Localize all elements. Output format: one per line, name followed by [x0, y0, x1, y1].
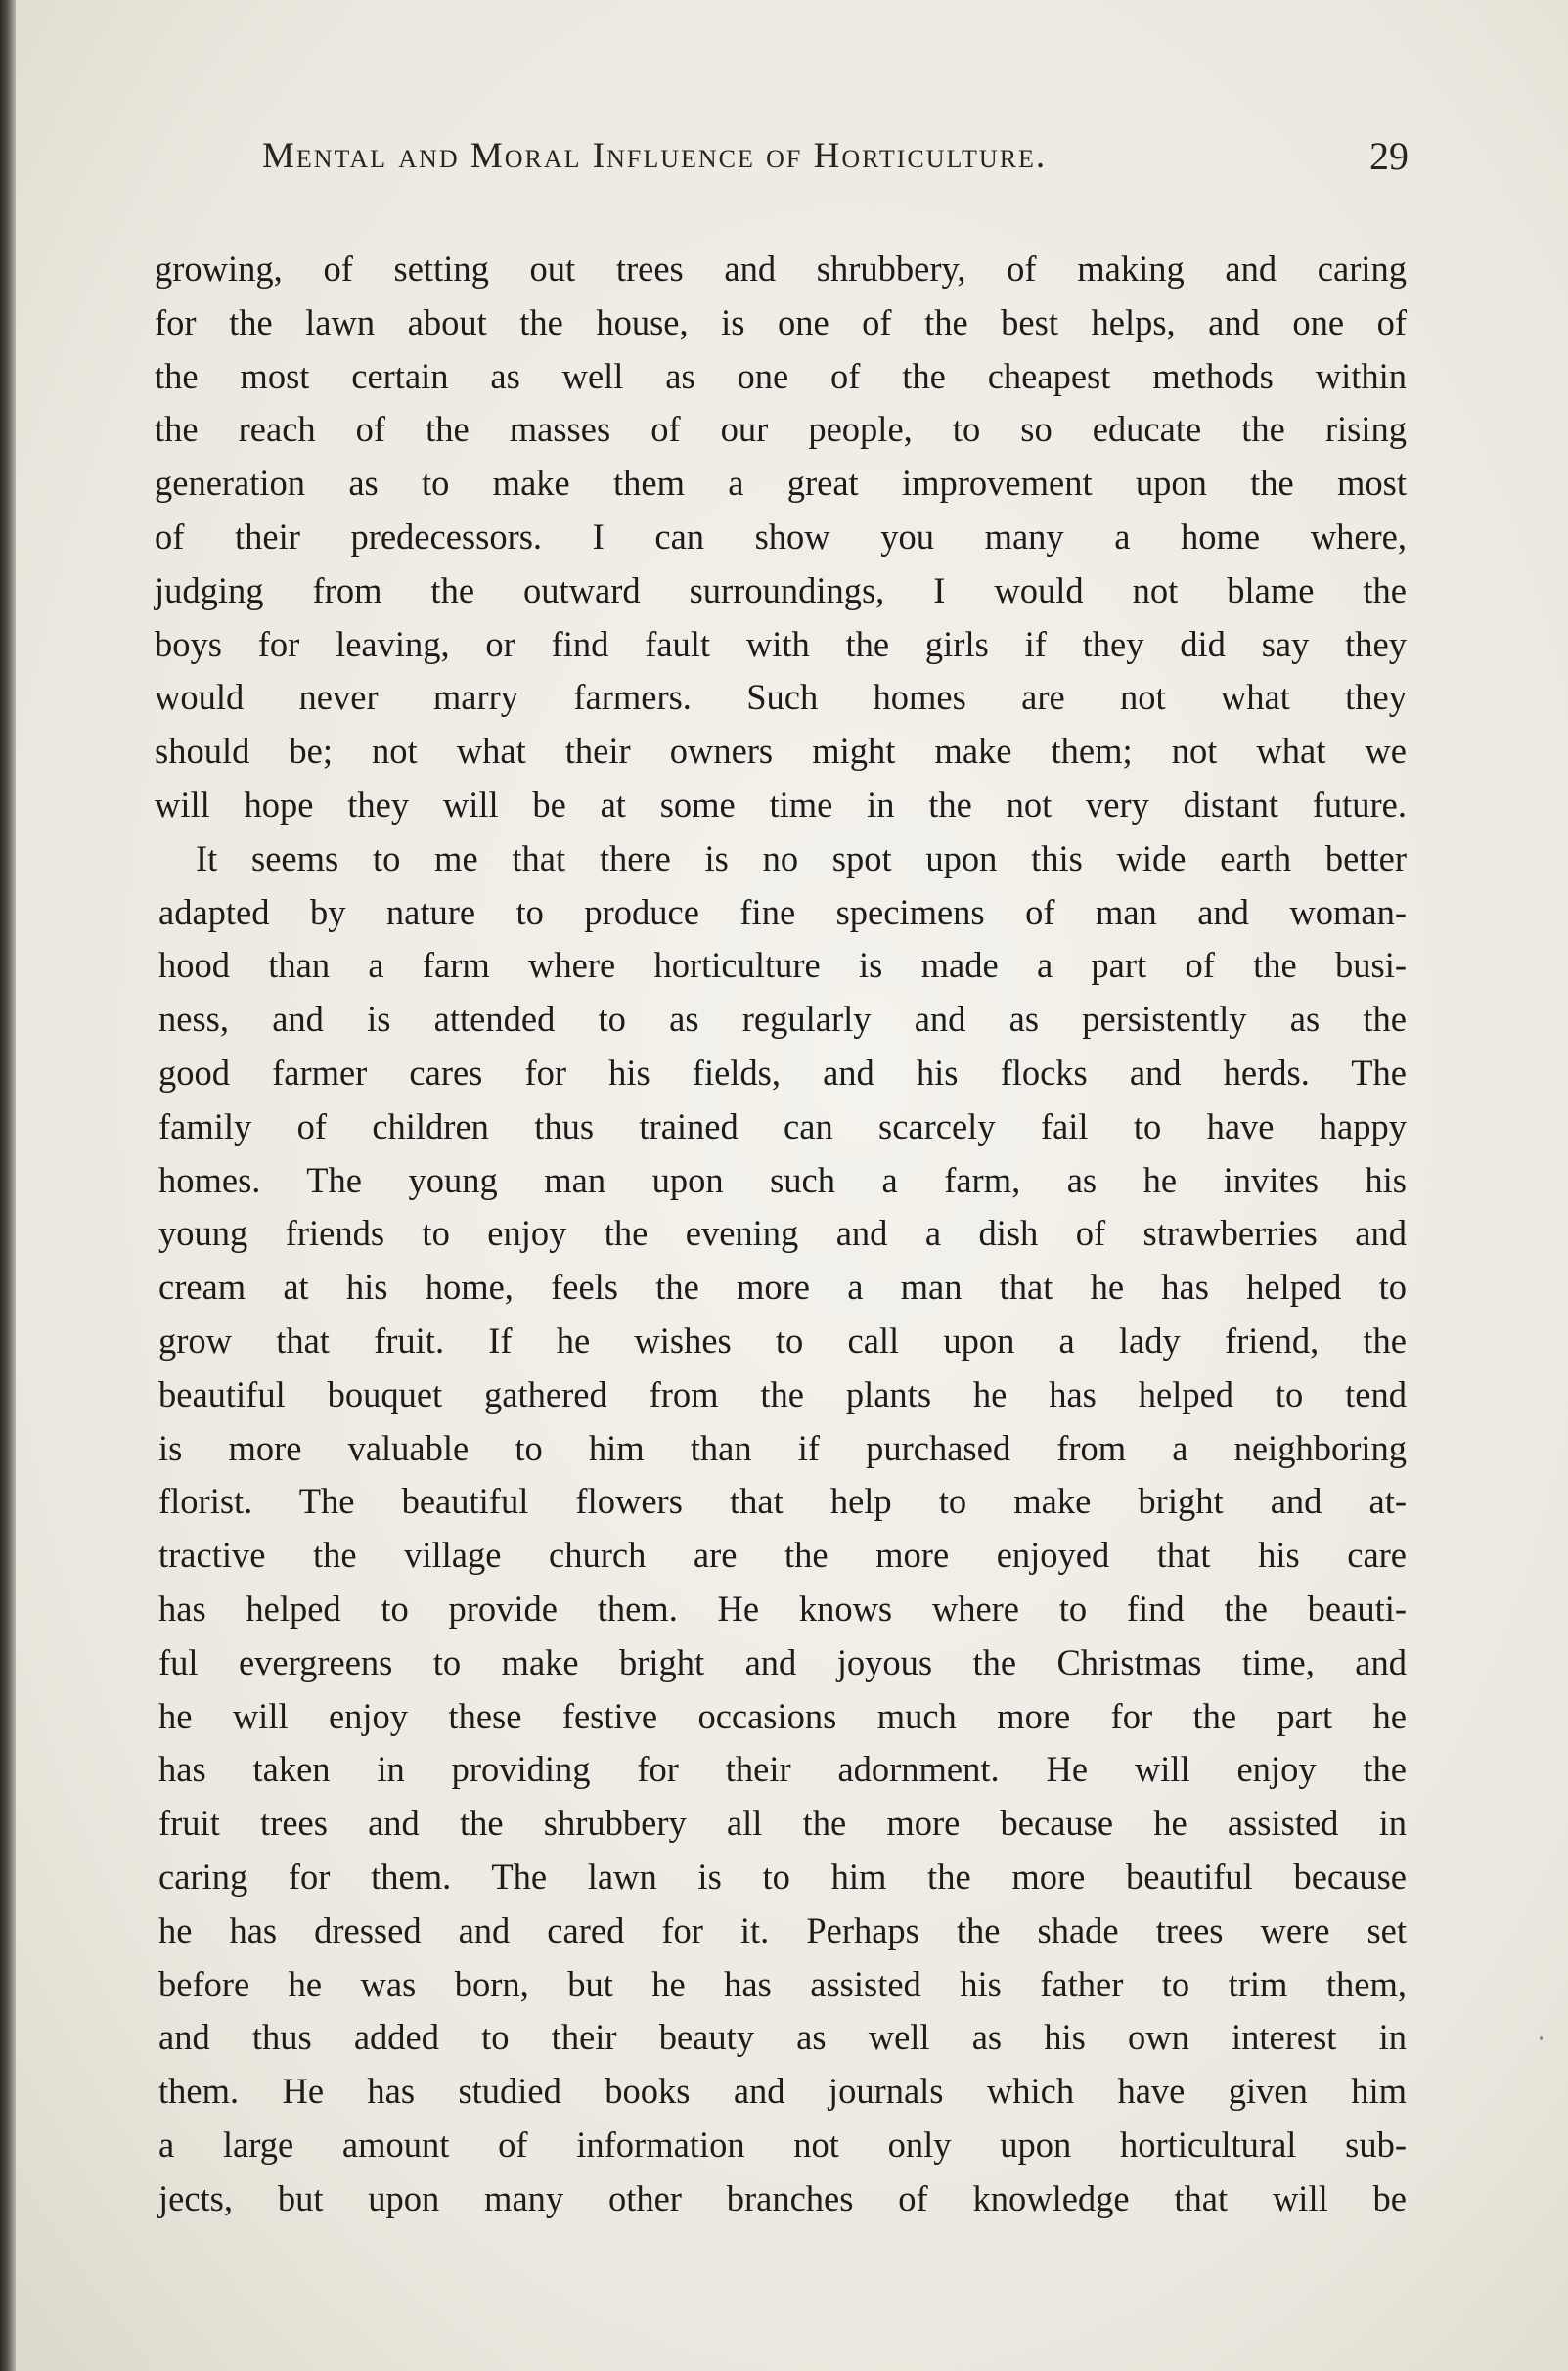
text-line: before he was born, but he has assisted his father to trim them,	[158, 1963, 1407, 2004]
text-line: hood than a farm where horticulture is made a part of the busi-	[158, 945, 1407, 986]
text-line: the reach of the masses of our people, to so educate the rising	[155, 409, 1407, 450]
text-line: grow that fruit. If he wishes to call upon a lady friend, the	[158, 1320, 1407, 1361]
text-line: family of children thus trained can scarcely fail to have happy	[158, 1105, 1407, 1146]
text-line: and thus added to their beauty as well as his own interest in	[158, 2017, 1407, 2058]
paragraph-1	[155, 243, 1407, 832]
text-line: growing, of setting out trees and shrubbery, of making and caring	[155, 248, 1407, 289]
text-line: boys for leaving, or find fault with the girls if they did say they	[155, 623, 1407, 664]
text-line: homes. The young man upon such a farm, as he invites his	[158, 1159, 1407, 1200]
text-line: caring for them. The lawn is to him the more beautiful because	[158, 1856, 1407, 1897]
running-head	[262, 135, 1409, 190]
text-line: should be; not what their owners might make them; not what we	[155, 731, 1407, 772]
text-line: jects, but upon many other branches of knowledge that will be	[158, 2177, 1407, 2218]
text-line: he has dressed and cared for it. Perhaps the shade trees were set	[158, 1909, 1407, 1950]
text-line: good farmer cares for his fields, and his flocks and herds. The	[158, 1051, 1407, 1093]
paper-speck	[1540, 2036, 1543, 2040]
text-line: of their predecessors. I can show you many a home where,	[155, 515, 1407, 557]
text-line: generation as to make them a great improvement upon the most	[155, 463, 1407, 504]
text-line: florist. The beautiful flowers that help to make bright and at-	[158, 1481, 1407, 1522]
text-line: It seems to me that there is no spot upon this wide earth better	[196, 837, 1407, 878]
text-line: ful evergreens to make bright and joyous the Christmas time, and	[158, 1641, 1407, 1682]
text-line: tractive the village church are the more enjoyed that his care	[158, 1535, 1407, 1576]
text-line: he will enjoy these festive occasions much more for the part he	[158, 1695, 1407, 1736]
page-number: 29	[1369, 134, 1409, 178]
text-line: is more valuable to him than if purchased from a neighboring	[158, 1427, 1407, 1468]
text-line: ness, and is attended to as regularly and as persistently as the	[158, 999, 1407, 1040]
running-head-title: Mental and Moral Influence of Horticulture.	[262, 136, 1048, 176]
text-line: will hope they will be at some time in the not very distant future.	[155, 783, 1407, 825]
text-line: has helped to provide them. He knows where to find the beauti-	[158, 1588, 1407, 1629]
body-text	[155, 243, 1407, 2225]
text-line: the most certain as well as one of the cheapest methods within	[155, 355, 1407, 396]
text-line: young friends to enjoy the evening and a dish of strawberries and	[158, 1213, 1407, 1254]
text-line: a large amount of information not only upon horticultural sub-	[158, 2124, 1407, 2165]
paragraph-2	[155, 832, 1407, 2226]
text-line: has taken in providing for their adornment. He will enjoy the	[158, 1749, 1407, 1790]
text-line: beautiful bouquet gathered from the plants he has helped to tend	[158, 1373, 1407, 1414]
text-line: fruit trees and the shrubbery all the more because he assisted in	[158, 1803, 1407, 1844]
text-line: for the lawn about the house, is one of the best helps, and one of	[155, 301, 1407, 342]
text-line: would never marry farmers. Such homes are not what they	[155, 677, 1407, 718]
text-line: judging from the outward surroundings, I would not blame the	[155, 569, 1407, 610]
text-line: them. He has studied books and journals which have given him	[158, 2071, 1407, 2112]
text-line: adapted by nature to produce fine specimens of man and woman-	[158, 891, 1407, 932]
text-line: cream at his home, feels the more a man that he has helped to	[158, 1267, 1407, 1308]
binding-edge	[0, 0, 16, 2371]
